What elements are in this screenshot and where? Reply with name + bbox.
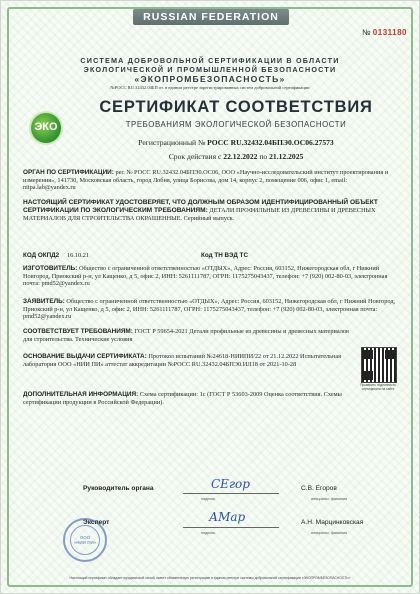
head-name: С.В. Егоров	[301, 485, 337, 492]
expert-sub-name: инициалы, фамилия	[311, 531, 348, 535]
manufacturer-section	[23, 265, 397, 288]
qr-caption: Проверить подлинность сертификата на сайте	[360, 383, 396, 391]
batch-type: Серийный выпуск.	[183, 215, 235, 222]
serial-value: 0131180	[372, 28, 407, 37]
system-name-line1: СИСТЕМА ДОБРОВОЛЬНОЙ СЕРТИФИКАЦИИ В ОБЛАСТИ	[80, 56, 340, 65]
compliance-label: СООТВЕТСТВУЕТ ТРЕБОВАНИЯМ:	[23, 328, 133, 335]
system-name-line3: «ЭКОПРОМБЕЗОПАСНОСТЬ»	[134, 74, 286, 84]
statement-text: НАСТОЯЩИЙ СЕРТИФИКАТ УДОСТОВЕРЯЕТ, ЧТО ДОЛЖНЫМ ОБРАЗОМ ИДЕНТИФИЦИРОВАННЫЙ ОБЪЕКТ СЕРТИФИКАЦИИ ПО ЭКОЛОГИЧЕСКИМ ТРЕБОВАНИЯМ:	[23, 199, 378, 214]
validity-from: 22.12.2022	[223, 152, 258, 161]
expert-label: Эксперт	[83, 519, 110, 526]
head-sub-signature: подпись	[201, 497, 216, 501]
head-signature-line	[183, 493, 279, 494]
manufacturer-label: ИЗГОТОВИТЕЛЬ:	[23, 265, 78, 272]
head-signature-scribble: СЕгор	[211, 477, 250, 491]
qr-code-icon[interactable]	[361, 347, 397, 383]
basis-label: ОСНОВАНИЕ ВЫДАЧИ СЕРТИФИКАТА:	[23, 353, 147, 360]
validity-period	[76, 152, 396, 161]
system-registry-note: №РОСС RU.32432.04БП от. в едином реестре зарегистрированных систем добровольной сертификации	[110, 85, 310, 90]
manufacturer-text: Общество с ограниченной ответственностью «ОТДЫХ», Адрес: Россия, 603152, Нижегородская обл, г Нижний Новгород, Приокский р-н, ул Кащенко, д 5, офис 2, ИНН: 5261111787, ОГРН: 1175275043437, телефон: +7 (920) 002-80-03, электронная почта: pmd52@yandex.ru	[23, 265, 388, 288]
tnved-label: Код ТН ВЭД ТС	[201, 252, 248, 259]
stamp-inner	[70, 525, 100, 555]
country-banner: RUSSIAN FEDERATION	[133, 9, 289, 25]
registration-number	[76, 138, 396, 147]
serial-prefix: №	[361, 28, 371, 37]
expert-signature-scribble: АМар	[209, 510, 246, 524]
stamp-line1: ООО	[79, 535, 91, 540]
certificate-subtitle: ТРЕБОВАНИЯМ ЭКОЛОГИЧЕСКОЙ БЕЗОПАСНОСТИ	[125, 120, 347, 129]
basis-text: Протокол испытаний №24618-НИИПИ/22 от 21.12.2022 Испытательная лаборатория ООО «НИИ ПИ» аттестат аккредитации №РОСС RU.32432.04БПЭ0.ИЛ18 от 2021-10-28	[23, 353, 342, 368]
additional-text: Схема сертификации: 1с (ГОСТ Р 53603-2009 Оценка соответствия. Схемы сертификации продукции в Российской Федерации).	[23, 391, 342, 406]
logo-text: ЭКО	[34, 121, 58, 133]
expert-signature-line	[183, 527, 279, 528]
expert-sub-signature: подпись	[201, 531, 216, 535]
footer-note: Настоящий сертификат обладает юридической силой, имеет обязательную регистрацию в едином реестре системы добровольной сертификации «ЭКОПРОМБЕЗОПАСНОСТЬ»	[69, 576, 351, 580]
certificate-title: СЕРТИФИКАТ СООТВЕТСТВИЯ	[99, 98, 373, 116]
okpd-code	[23, 252, 89, 259]
additional-info-section	[23, 391, 349, 406]
registration-value: РОСС RU.32432.04БПЭ0.ОС06.27573	[207, 138, 334, 147]
tnved-code	[201, 252, 248, 259]
validity-label: Срок действия с	[168, 152, 224, 161]
okpd-label: КОД ОКПД2	[23, 252, 60, 259]
organ-label: ОРГАН ПО СЕРТИФИКАЦИИ:	[23, 169, 114, 176]
applicant-section	[23, 298, 397, 321]
organ-section	[23, 169, 397, 192]
statement-section	[23, 199, 397, 223]
organ-text: рег. № РОСС RU.32432.04БПЭ0.ОС06, ООО «Научно-исследовательский институт проектирования и измерения», 141730, Московская область, город Лобня, улица Борисова, дом 14, корпус 2, помещение 006, офис 1, email: niipa.lab@yandex.ru	[23, 169, 389, 192]
organization-stamp	[63, 518, 110, 562]
stamp-line2: «НИИ ПИ»	[73, 540, 97, 545]
serial-number	[362, 28, 407, 37]
certified-object: ДЕТАЛИ ПРОФИЛЬНЫЕ ИЗ ДРЕВЕСИНЫ И ДРЕВЕСНЫХ МАТЕРИАЛОВ ДЛЯ СТРОИТЕЛЬСТВА ОКРАШЕННЫЕ.	[23, 207, 376, 222]
registration-label: Регистрационный №	[138, 138, 208, 147]
head-label: Руководитель органа	[83, 485, 154, 492]
head-sub-name: инициалы, фамилия	[311, 497, 348, 501]
applicant-text: Общество с ограниченной ответственностью «ОТДЫХ», Адрес: Россия, 603152, Нижегородская обл, г Нижний Новгород, Приокский р-н, ул Кащенко, д 5, офис 2, ИНН: 5261111787, ОГРН: 1175275043437, телефон: +7 (920) 002-80-03, электронная почта: pmd52@yandex.ru	[23, 298, 396, 321]
system-name-line2: ЭКОЛОГИЧЕСКОЙ И ПРОМЫШЛЕННОЙ БЕЗОПАСНОСТИ	[83, 65, 337, 74]
eco-logo-icon	[31, 113, 61, 143]
basis-section	[23, 353, 349, 368]
compliance-text: ГОСТ Р 59654-2021 Детали профильные из древесины и древесных материалов для строительства. Технические условия	[23, 328, 349, 343]
validity-to: 21.12.2025	[269, 152, 304, 161]
compliance-section	[23, 328, 349, 343]
expert-name: А.Н. Марцинковская	[301, 519, 364, 526]
okpd-value: 16.10.21	[67, 252, 90, 259]
validity-to-label: по	[257, 152, 270, 161]
additional-label: ДОПОЛНИТЕЛЬНАЯ ИНФОРМАЦИЯ:	[23, 391, 139, 398]
applicant-label: ЗАЯВИТЕЛЬ:	[23, 298, 65, 305]
